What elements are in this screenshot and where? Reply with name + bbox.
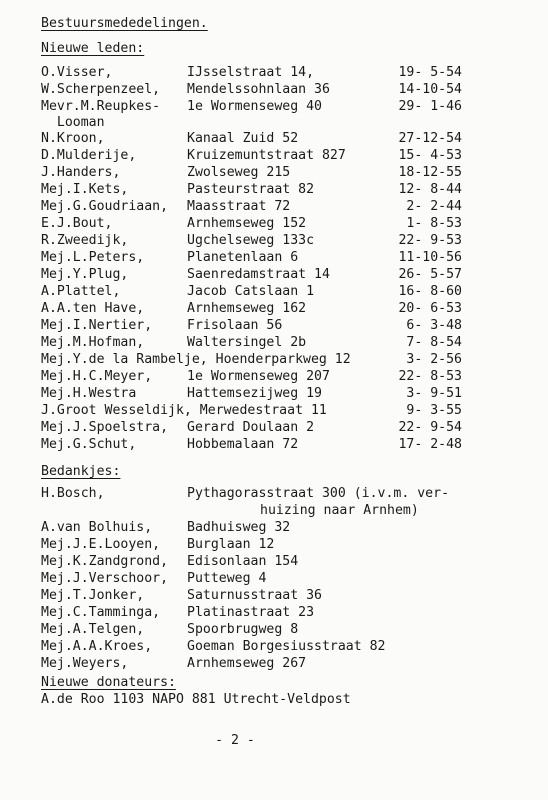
resignation-name: A.van Bolhuis, [41, 520, 153, 535]
donors-heading: Nieuwe donateurs: [41, 675, 176, 690]
member-address: Kruizemuntstraat 827 [187, 148, 346, 163]
member-address: Waltersingel 2b [187, 335, 307, 350]
member-name: Mej.G.Goudriaan, [41, 199, 169, 214]
member-address: IJsselstraat 14, [187, 65, 315, 80]
member-date: 16- 8-60 [398, 284, 462, 299]
member-date: 20- 6-53 [398, 301, 462, 316]
member-date: 22- 8-53 [398, 369, 462, 384]
member-name: Mej.J.Spoelstra, [41, 420, 169, 435]
member-name: Mej.H.C.Meyer, [41, 369, 153, 384]
member-date: 27-12-54 [398, 131, 462, 146]
member-date: 26- 5-57 [398, 267, 462, 282]
member-name: Mej.G.Schut, [41, 437, 137, 452]
member-name: Mej.I.Kets, [41, 182, 129, 197]
member-name: E.J.Bout, [41, 216, 113, 231]
member-address: 1e Wormenseweg 207 [187, 369, 330, 384]
member-address: Zwolseweg 215 [187, 165, 291, 180]
member-address: Arnhemseweg 162 [187, 301, 307, 316]
member-name: W.Scherpenzeel, [41, 82, 161, 97]
resignation-name: Mej.T.Jonker, [41, 588, 145, 603]
member-name: Mevr.M.Reupkes- [41, 99, 161, 114]
member-address: Gerard Doulaan 2 [187, 420, 315, 435]
member-name: A.A.ten Have, [41, 301, 145, 316]
resignation-name: Mej.Weyers, [41, 656, 129, 671]
member-date: 9- 3-55 [406, 403, 462, 418]
member-name: Looman [41, 115, 105, 130]
resignation-name: Mej.K.Zandgrond, [41, 554, 169, 569]
member-date: 12- 8-44 [398, 182, 462, 197]
member-date: 3- 9-51 [406, 386, 462, 401]
resignations-heading: Bedankjes: [41, 464, 121, 479]
member-date: 18-12-55 [398, 165, 462, 180]
member-name: D.Mulderije, [41, 148, 137, 163]
member-name: Mej.L.Peters, [41, 250, 145, 265]
resignation-name: H.Bosch, [41, 486, 105, 501]
member-name: Mej.M.Hofman, [41, 335, 145, 350]
member-date: 22- 9-53 [398, 233, 462, 248]
resignation-name: Mej.A.Telgen, [41, 622, 145, 637]
member-address: Saenredamstraat 14 [187, 267, 330, 282]
member-address: Maasstraat 72 [187, 199, 291, 214]
member-date: 19- 5-54 [398, 65, 462, 80]
member-date: 2- 2-44 [406, 199, 462, 214]
resignation-note: huizing naar Arnhem) [260, 503, 419, 518]
member-address: Ugchelseweg 133c [187, 233, 315, 248]
resignation-address: Goeman Borgesiusstraat 82 [187, 639, 386, 654]
member-date: 22- 9-54 [398, 420, 462, 435]
resignation-name: Mej.C.Tamminga, [41, 605, 161, 620]
member-name: J.Handers, [41, 165, 121, 180]
member-address: Frisolaan 56 [187, 318, 283, 333]
member-name: Mej.I.Nertier, [41, 318, 153, 333]
member-date: 11-10-56 [398, 250, 462, 265]
member-name: R.Zweedijk, [41, 233, 129, 248]
resignation-address: Spoorbrugweg 8 [187, 622, 299, 637]
member-name: O.Visser, [41, 65, 113, 80]
resignation-address: Burglaan 12 [187, 537, 275, 552]
member-date: 17- 2-48 [398, 437, 462, 452]
member-address: Kanaal Zuid 52 [187, 131, 299, 146]
donor-line: A.de Roo 1103 NAPO 881 Utrecht-Veldpost [41, 692, 351, 707]
new-members-heading: Nieuwe leden: [41, 41, 145, 56]
member-date: 7- 8-54 [406, 335, 462, 350]
member-date: 15- 4-53 [398, 148, 462, 163]
member-address: Pasteurstraat 82 [187, 182, 315, 197]
member-name: Mej.Y.Plug, [41, 267, 129, 282]
resignation-address: Edisonlaan 154 [187, 554, 299, 569]
resignation-address: Badhuisweg 32 [187, 520, 291, 535]
document-title: Bestuursmededelingen. [41, 16, 208, 31]
resignation-address: Saturnusstraat 36 [187, 588, 322, 603]
member-name: A.Plattel, [41, 284, 121, 299]
member-date: 3- 2-56 [406, 352, 462, 367]
member-date: 6- 3-48 [406, 318, 462, 333]
member-address: Hobbemalaan 72 [187, 437, 299, 452]
member-address: Arnhemseweg 152 [187, 216, 307, 231]
resignation-name: Mej.A.A.Kroes, [41, 639, 153, 654]
resignation-address: Arnhemseweg 267 [187, 656, 307, 671]
member-date: 29- 1-46 [398, 99, 462, 114]
member-address: Hattemsezijweg 19 [187, 386, 322, 401]
member-date: 14-10-54 [398, 82, 462, 97]
member-name: J.Groot Wesseldijk, Merwedestraat 11 [41, 403, 327, 418]
member-name: N.Kroon, [41, 131, 105, 146]
member-address: 1e Wormenseweg 40 [187, 99, 322, 114]
resignation-address: Platinastraat 23 [187, 605, 315, 620]
resignation-name: Mej.J.E.Looyen, [41, 537, 161, 552]
resignation-address: Pythagorasstraat 300 (i.v.m. ver- [187, 486, 450, 501]
member-address: Planetenlaan 6 [187, 250, 299, 265]
page-number: - 2 - [215, 733, 255, 748]
member-date: 1- 8-53 [406, 216, 462, 231]
member-address: Mendelssohnlaan 36 [187, 82, 330, 97]
resignation-name: Mej.J.Verschoor, [41, 571, 169, 586]
resignation-address: Putteweg 4 [187, 571, 267, 586]
member-address: Jacob Catslaan 1 [187, 284, 315, 299]
member-name: Mej.Y.de la Rambelje, Hoenderparkweg 12 [41, 352, 351, 367]
member-name: Mej.H.Westra [41, 386, 137, 401]
